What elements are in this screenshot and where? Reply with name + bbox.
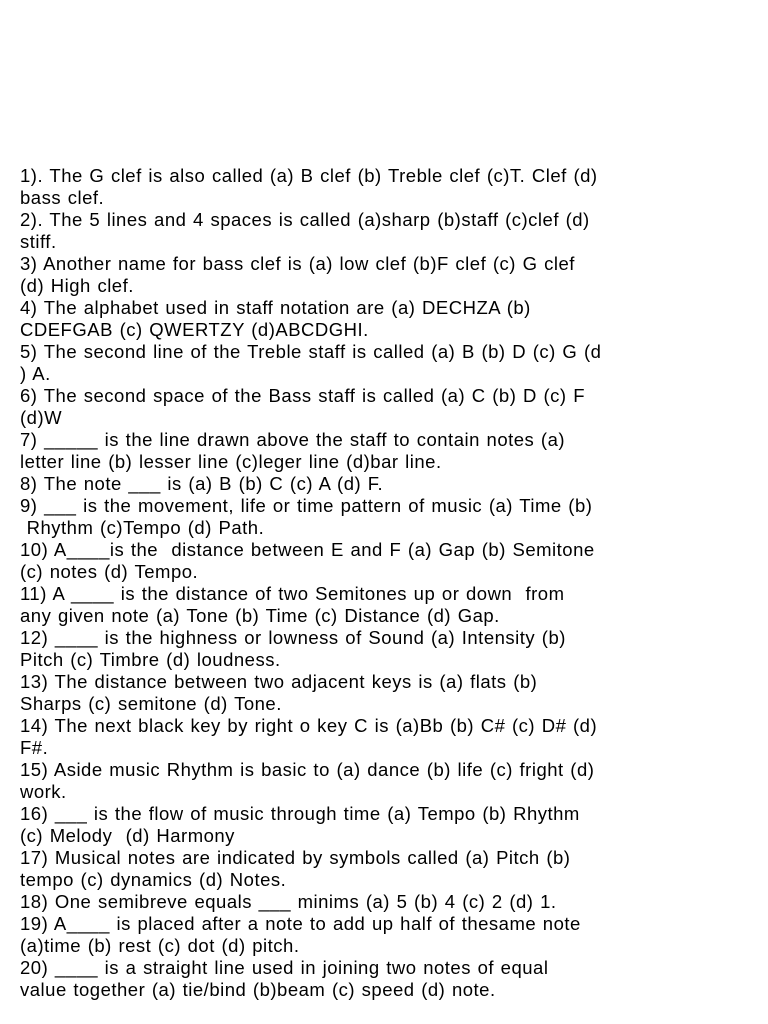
text-line: 16) ___ is the flow of music through time (a) Tempo (b) Rhythm: [20, 803, 580, 824]
text-line: Pitch (c) Timbre (d) loudness.: [20, 649, 281, 670]
text-line: value together (a) tie/bind (b)beam (c) speed (d) note.: [20, 979, 496, 1000]
text-line: 13) The distance between two adjacent keys is (a) flats (b): [20, 671, 538, 692]
text-line: 2). The 5 lines and 4 spaces is called (a)sharp (b)staff (c)clef (d): [20, 209, 590, 230]
text-line: 11) A ____ is the distance of two Semitones up or down from: [20, 583, 565, 604]
text-line: 10) A____is the distance between E and F (a) Gap (b) Semitone: [20, 539, 595, 560]
text-line: 5) The second line of the Treble staff is called (a) B (b) D (c) G (d: [20, 341, 602, 362]
text-line: 1). The G clef is also called (a) B clef (b) Treble clef (c)T. Clef (d): [20, 165, 598, 186]
text-line: ) A.: [20, 363, 51, 384]
text-line: letter line (b) lesser line (c)leger line (d)bar line.: [20, 451, 442, 472]
text-line: stiff.: [20, 231, 57, 252]
text-line: 12) ____ is the highness or lowness of Sound (a) Intensity (b): [20, 627, 566, 648]
text-line: 17) Musical notes are indicated by symbols called (a) Pitch (b): [20, 847, 571, 868]
text-line: Rhythm (c)Tempo (d) Path.: [20, 517, 265, 538]
text-line: CDEFGAB (c) QWERTZY (d)ABCDGHI.: [20, 319, 369, 340]
text-line: 4) The alphabet used in staff notation are (a) DECHZA (b): [20, 297, 531, 318]
text-line: 14) The next black key by right o key C is (a)Bb (b) C# (c) D# (d): [20, 715, 598, 736]
text-line: Sharps (c) semitone (d) Tone.: [20, 693, 282, 714]
text-line: 7) _____ is the line drawn above the staff to contain notes (a): [20, 429, 566, 450]
text-line: 18) One semibreve equals ___ minims (a) 5 (b) 4 (c) 2 (d) 1.: [20, 891, 557, 912]
text-line: (c) notes (d) Tempo.: [20, 561, 199, 582]
text-line: (a)time (b) rest (c) dot (d) pitch.: [20, 935, 300, 956]
text-line: 3) Another name for bass clef is (a) low clef (b)F clef (c) G clef: [20, 253, 575, 274]
text-line: work.: [20, 781, 67, 802]
text-line: 8) The note ___ is (a) B (b) C (c) A (d) F.: [20, 473, 384, 494]
text-line: 19) A____ is placed after a note to add up half of thesame note: [20, 913, 581, 934]
text-line: (d) High clef.: [20, 275, 134, 296]
text-line: 6) The second space of the Bass staff is called (a) C (b) D (c) F: [20, 385, 586, 406]
text-line: F#.: [20, 737, 49, 758]
text-line: bass clef.: [20, 187, 105, 208]
text-line: (d)W: [20, 407, 63, 428]
text-line: 15) Aside music Rhythm is basic to (a) dance (b) life (c) fright (d): [20, 759, 595, 780]
text-line: 20) ____ is a straight line used in joining two notes of equal: [20, 957, 549, 978]
text-line: 9) ___ is the movement, life or time pattern of music (a) Time (b): [20, 495, 593, 516]
question-list: [20, 165, 692, 1001]
text-line: any given note (a) Tone (b) Time (c) Distance (d) Gap.: [20, 605, 500, 626]
text-line: (c) Melody (d) Harmony: [20, 825, 235, 846]
text-line: tempo (c) dynamics (d) Notes.: [20, 869, 287, 890]
